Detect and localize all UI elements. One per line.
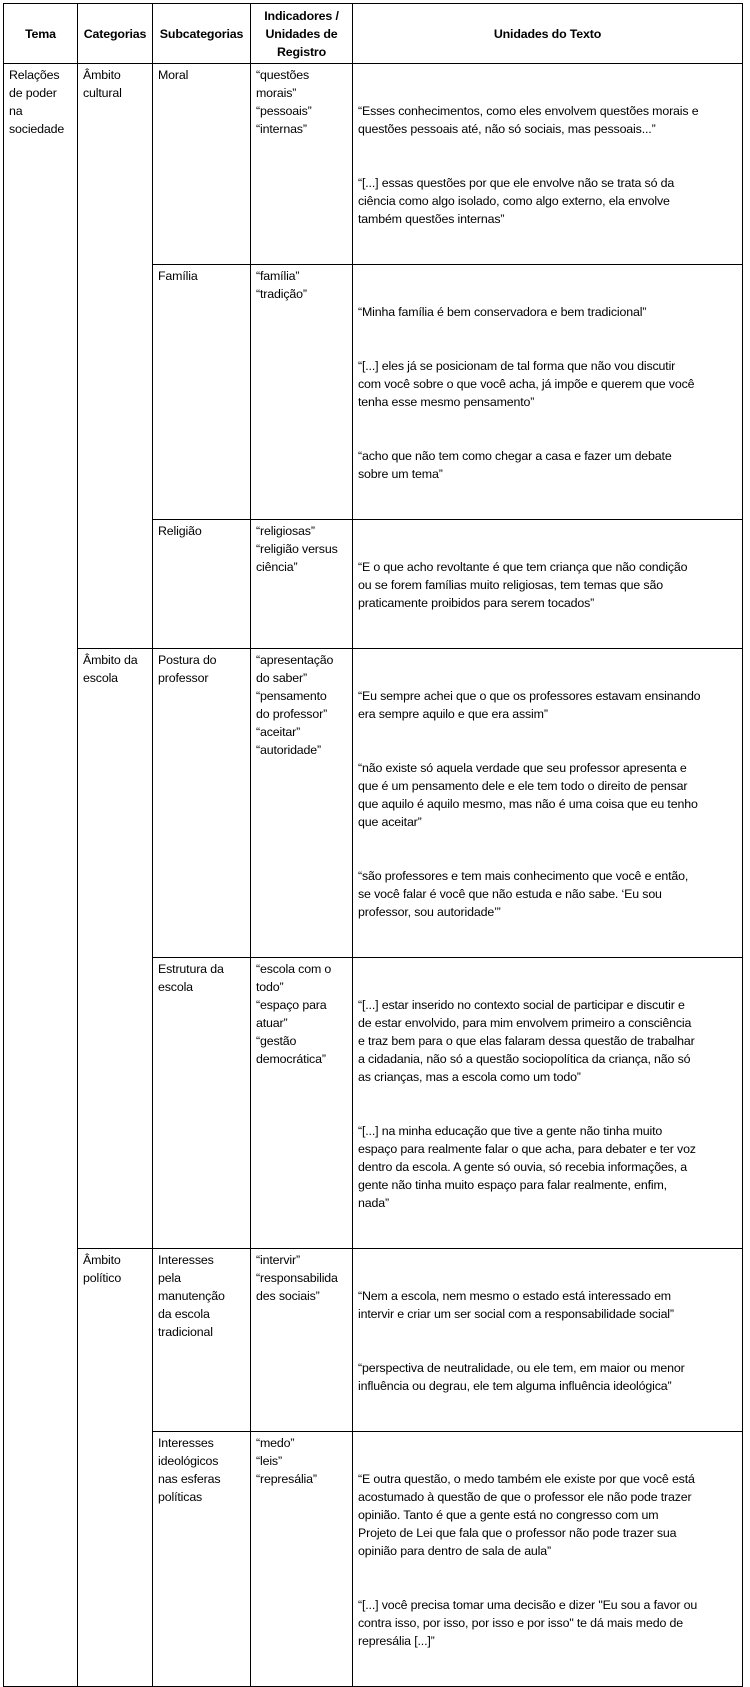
quotes-cell bbox=[353, 64, 743, 265]
quote: “Esses conhecimentos, como eles envolvem questões morais e questões pessoais até, não só sociais, mas pessoais...” bbox=[358, 104, 699, 136]
quote: “[...] eles já se posicionam de tal forma que não vou discutir com você sobre o que você acha, já impõe e querem que você tenha esse mesmo pensamento” bbox=[358, 359, 695, 409]
content-analysis-table bbox=[3, 3, 743, 1687]
table-row bbox=[4, 649, 743, 958]
indicators-cell: “religiosas” “religião versus ciência” bbox=[251, 520, 353, 649]
header-unidades-texto: Unidades do Texto bbox=[353, 4, 743, 64]
header-indicadores: Indicadores / Unidades de Registro bbox=[251, 4, 353, 64]
category-cell: Âmbito da escola bbox=[78, 649, 153, 1249]
quotes-cell bbox=[353, 1249, 743, 1432]
quote: “[...] estar inserido no contexto social de participar e discutir e de estar envolvido, para mim envolvem primeiro a consciência e traz bem para o que elas falaram dessa questão de trabalhar a cidadania, não só a questão sociopolítica da criança, não só as crianças, mas a escola como um todo” bbox=[358, 998, 695, 1084]
subcategory-cell: Postura do professor bbox=[153, 649, 251, 958]
subcategory-cell: Religião bbox=[153, 520, 251, 649]
quote: “acho que não tem como chegar a casa e fazer um debate sobre um tema” bbox=[358, 449, 672, 481]
header-tema: Tema bbox=[4, 4, 78, 64]
table-row bbox=[4, 1249, 743, 1432]
subcategory-cell: Moral bbox=[153, 64, 251, 265]
quote: “não existe só aquela verdade que seu professor apresenta e que é um pensamento dele e ele tem todo o direito de pensar que aquilo é aquilo mesmo, mas não é uma coisa que eu tenho que aceitar” bbox=[358, 761, 698, 829]
quote: “são professores e tem mais conhecimento que você e então, se você falar é você que não estuda e não sabe. ‘Eu sou professor, sou autoridade’” bbox=[358, 869, 689, 919]
quotes-cell bbox=[353, 1432, 743, 1687]
indicators-cell: “questões morais” “pessoais” “internas” bbox=[251, 64, 353, 265]
quote: “E o que acho revoltante é que tem criança que não condição ou se forem famílias muito religiosas, tem temas que são praticamente proibidos para serem tocados” bbox=[358, 560, 688, 610]
quotes-cell bbox=[353, 265, 743, 520]
indicators-cell: “escola com o todo” “espaço para atuar” “gestão democrática” bbox=[251, 958, 353, 1249]
quote: “[...] essas questões por que ele envolve não se trata só da ciência como algo isolado, como algo externo, ela envolve também questões internas” bbox=[358, 176, 675, 226]
header-subcategorias: Subcategorias bbox=[153, 4, 251, 64]
table-row bbox=[4, 64, 743, 265]
header-row bbox=[4, 4, 743, 64]
indicators-cell: “apresentação do saber” “pensamento do professor” “aceitar” “autoridade” bbox=[251, 649, 353, 958]
category-cell: Âmbito cultural bbox=[78, 64, 153, 649]
quotes-cell bbox=[353, 649, 743, 958]
header-categorias: Categorias bbox=[78, 4, 153, 64]
indicators-cell: “medo” “leis” “represália” bbox=[251, 1432, 353, 1687]
indicators-cell: “intervir” “responsabilida des sociais” bbox=[251, 1249, 353, 1432]
quote: “[...] na minha educação que tive a gente não tinha muito espaço para realmente falar o que acha, para debater e ter voz dentro da escola. A gente só ouvia, só recebia informações, a gente não tinha muito espaço para falar realmente, enfim, nada” bbox=[358, 1124, 696, 1210]
quote: “[...] você precisa tomar uma decisão e dizer "Eu sou a favor ou contra isso, por isso, por isso e por isso" te dá mais medo de represália [...]” bbox=[358, 1598, 698, 1648]
quote: “Minha família é bem conservadora e bem tradicional” bbox=[358, 305, 647, 319]
subcategory-cell: Estrutura da escola bbox=[153, 958, 251, 1249]
indicators-cell: “família” “tradição” bbox=[251, 265, 353, 520]
quote: “perspectiva de neutralidade, ou ele tem, em maior ou menor influência ou degrau, ele tem alguma influência ideológica” bbox=[358, 1361, 685, 1393]
subcategory-cell: Interesses pela manutenção da escola tradicional bbox=[153, 1249, 251, 1432]
quotes-cell bbox=[353, 958, 743, 1249]
category-cell: Âmbito político bbox=[78, 1249, 153, 1687]
quotes-cell bbox=[353, 520, 743, 649]
tema-cell: Relações de poder na sociedade bbox=[4, 64, 78, 1687]
subcategory-cell: Interesses ideológicos nas esferas políticas bbox=[153, 1432, 251, 1687]
subcategory-cell: Família bbox=[153, 265, 251, 520]
quote: “Eu sempre achei que o que os professores estavam ensinando era sempre aquilo e que era assim” bbox=[358, 689, 701, 721]
quote: “Nem a escola, nem mesmo o estado está interessado em intervir e criar um ser social com a responsabilidade social” bbox=[358, 1289, 674, 1321]
quote: “E outra questão, o medo também ele existe por que você está acostumado à questão de que o professor ele não pode trazer opinião. Tanto é que a gente está no congresso com um Projeto de Lei que fala que o professor não pode trazer sua opinião para dentro de sala de aula” bbox=[358, 1472, 695, 1558]
